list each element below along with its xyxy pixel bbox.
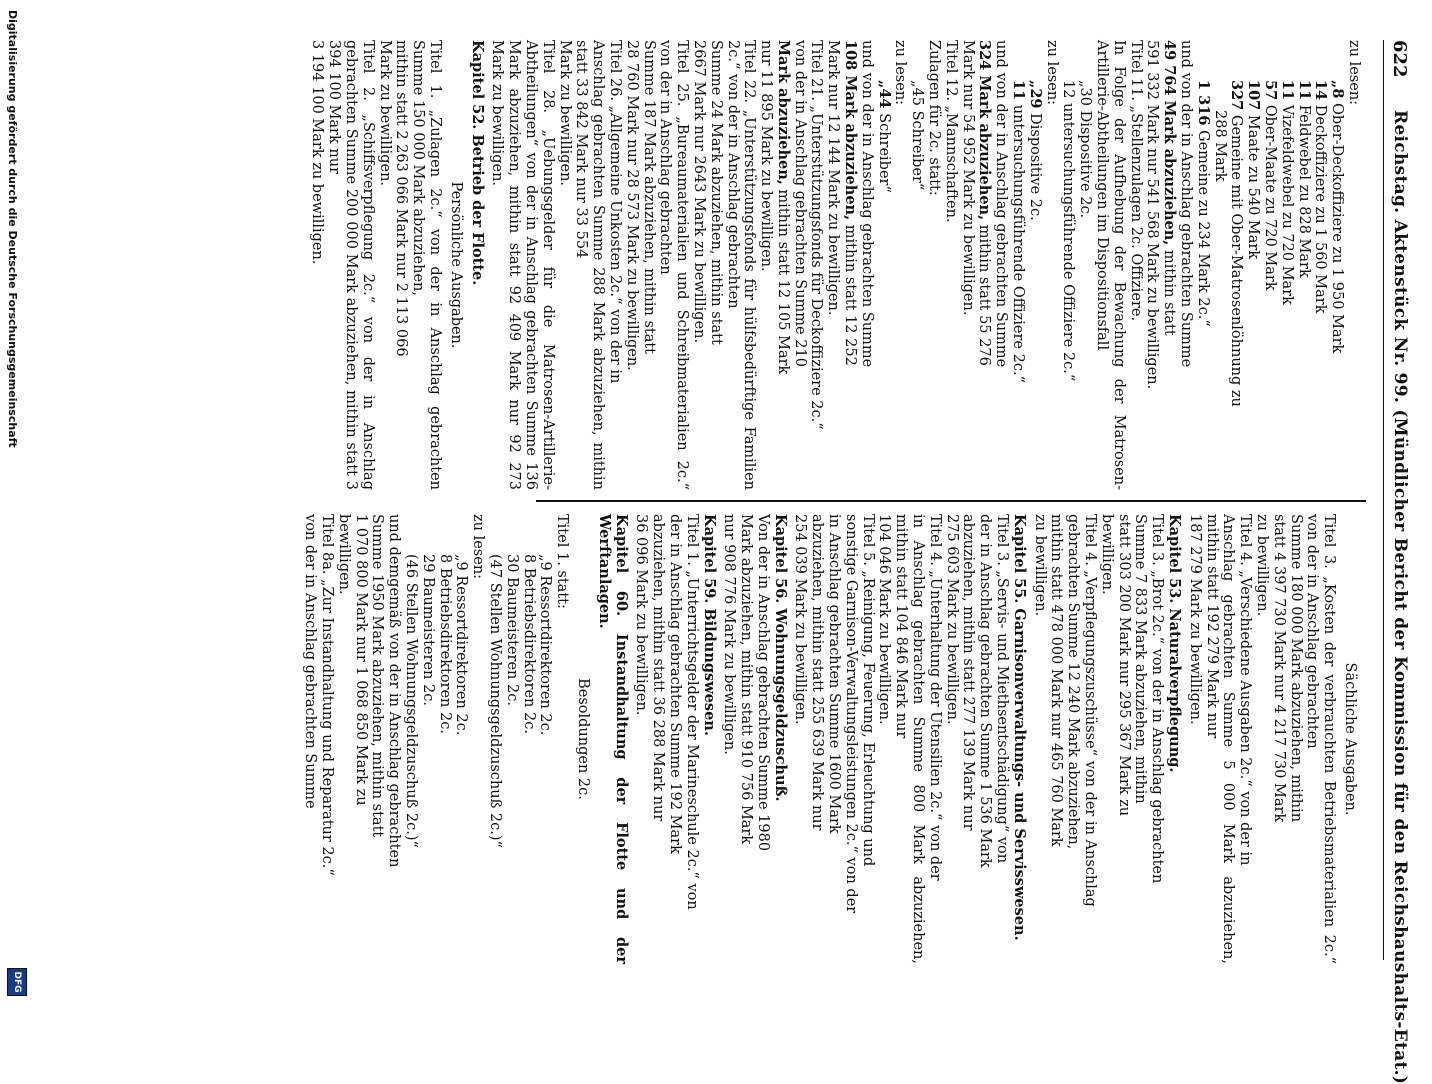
left-column-line: Mark nur 54 952 Mark zu bewilligen. xyxy=(959,40,976,316)
left-column-line xyxy=(1261,40,1278,490)
right-column-line: (46 Stellen Wohnungsgeldzuschuß 2c.)“ xyxy=(402,554,419,848)
left-column-line: und von der in Anschlag gebrachten Summe xyxy=(858,40,875,368)
right-column-line: Summe 180 000 Mark abzuziehen, mithin xyxy=(1287,514,1304,823)
right-column-line: abzuziehen, mithin statt 255 639 Mark nur xyxy=(809,514,826,831)
left-column-line: 3 194 100 Mark zu bewilligen. xyxy=(309,40,326,265)
right-column-line: Summe 1950 Mark abzuziehen, mithin statt xyxy=(369,514,386,838)
line-text: Vizefeldwebel zu 720 Mark xyxy=(1278,100,1295,305)
left-column-line: von der in Anschlag gebrachten Summe 210 xyxy=(791,40,808,367)
right-column-line: 36 096 Mark zu bewilligen. xyxy=(633,514,650,716)
left-column-line: Mark zu bewilligen. xyxy=(556,40,573,187)
right-column-line: Mark abzuziehen, mithin statt 910 756 Mark xyxy=(738,514,755,845)
bold-figure: „8 xyxy=(1329,80,1347,99)
line-text: Ober-Maate zu 720 Mark xyxy=(1262,100,1279,291)
right-column-line: von der in Anschlag gebrachten Summe xyxy=(302,514,319,809)
right-column-line: der in Anschlag gebrachten Summe 192 Mark xyxy=(666,514,683,854)
line-text: Feldwebel zu 828 Mark xyxy=(1295,100,1312,278)
right-column-line: Kapitel 55. Garnisonverwaltungs- und Servisswesen. xyxy=(1010,514,1028,941)
bold-figure: „29 xyxy=(1026,80,1044,109)
left-column-line xyxy=(976,40,993,490)
right-column-line: „9 Ressortdirektoren 2c. xyxy=(453,554,470,736)
footer-text: Digitalisierung gefördert durch die Deutsche Forschungsgemeinschaft xyxy=(6,10,20,448)
left-column-line: Anschlag gebrachten Summe 288 Mark abzuziehen, mithin statt 33 842 Mark nur 33 554 xyxy=(573,40,607,490)
left-column-line: Titel 28. „Uebungsgelder für die Matrosen-Artillerie-Abtheilungen“ von der in Anschlag gebrachten Summe 136 Mark abzuziehen, mithin statt 92 409 Mark nur 92 273 Mark zu bewilligen. xyxy=(489,40,556,490)
bold-figure: 327 xyxy=(1228,80,1246,111)
left-column-line xyxy=(1026,40,1043,490)
right-column-line: (47 Stellen Wohnungsgeldzuschuß 2c.)“ xyxy=(486,554,503,848)
bold-figure: 57 xyxy=(1262,80,1280,101)
left-column-line xyxy=(1194,40,1211,490)
right-column-line: Kapitel 56. Wohnungsgeldzuschuß. xyxy=(771,514,789,802)
digitization-footer xyxy=(2,0,24,1000)
right-column xyxy=(301,514,1362,964)
bold-figure: Mark abzuziehen, xyxy=(774,40,792,185)
left-column-line: und von der in Anschlag gebrachten Summe xyxy=(1178,40,1195,368)
right-column-line: Besoldungen 2c. xyxy=(574,678,591,800)
right-column-line: Kapitel 60. Instandhaltung der Flotte und der Werftanlagen. xyxy=(595,514,630,964)
right-column-line: abzuziehen, mithin statt 277 139 Mark nur xyxy=(960,514,977,831)
left-column-line: Titel 12. „Mannschaften. xyxy=(942,40,959,223)
right-column-line: Titel 8a. „Zur Instandhaltung und Reparatur 2c.“ xyxy=(318,514,335,876)
right-column-line: Titel 5. „Reinigung, Feuerung, Erleuchtung und xyxy=(859,514,876,867)
left-column-line: Titel 2. „Schiffsverpflegung 2c.“ von der in Anschlag gebrachten Summe 200 000 Mark abzuziehen, mithin statt 3 394 100 Mark nur xyxy=(326,40,376,490)
left-column-line: 12 untersuchungsführende Offiziere 2c.“ xyxy=(1060,80,1077,382)
left-column-line: Mark nur 12 144 Mark zu bewilligen. xyxy=(825,40,842,316)
left-column-line xyxy=(841,40,858,490)
right-column-line: „9 Ressortdirektoren 2c. xyxy=(537,554,554,736)
right-column-line: mithin statt 478 000 Mark nur 465 760 Mark xyxy=(1048,514,1065,847)
left-column-line: „45 Schreiber“ xyxy=(909,80,926,191)
bold-figure: 324 Mark abzuziehen, xyxy=(976,40,994,221)
left-column-line: Titel 11. „Stellenzulagen 2c. Offiziere. xyxy=(1127,40,1144,322)
left-column-line xyxy=(1160,40,1177,490)
dfg-logo: DFG xyxy=(7,968,27,996)
right-column-line: Kapitel 53. Naturalverpflegung. xyxy=(1166,514,1184,773)
left-column-line: Titel 21. „Unterstützungsfonds für Deckoffiziere 2c.“ xyxy=(808,40,825,430)
line-text: Gemeine zu 234 Mark 2c.“ xyxy=(1194,125,1211,327)
right-column-line: 275 603 Mark zu bewilligen. xyxy=(943,514,960,725)
line-text: Maate zu 540 Mark xyxy=(1245,110,1262,260)
page-title: Reichstag. Aktenstück Nr. 99. (Mündlicher Bericht der Kommission für den Reichshaushalts-Etat.) xyxy=(1390,110,1410,1084)
left-column-line: zu lesen: xyxy=(1043,40,1060,106)
right-column-line: 8 Betriebsdirektoren 2c. xyxy=(520,554,537,734)
left-column-line xyxy=(1278,40,1295,490)
right-column-line: 30 Baumeisteren 2c. xyxy=(503,554,520,706)
left-column-line: Summe 187 Mark abzuziehen, mithin statt xyxy=(640,40,657,355)
left-column-line: Zulagen für 2c. statt: xyxy=(926,40,943,196)
right-column-line: der in Anschlag gebrachten Summe 1 536 Mark xyxy=(977,514,994,868)
left-column-line: 2667 Mark nur 2643 Mark zu bewilligen. xyxy=(690,40,707,344)
line-text: untersuchungsführende Offiziere 2c.“ xyxy=(1010,100,1027,383)
left-column-line: Titel 22. „Unterstützungsfonds für hülfsbedürftige Familien 2c.“ von der in Anschlag gebrachten xyxy=(724,40,758,490)
right-column-line: Titel 1. „Unterrichtsgelder der Marineschule 2c.“ von xyxy=(683,514,700,910)
bold-figure: 108 Mark abzuziehen, xyxy=(842,40,860,221)
page-number: 622 xyxy=(1389,40,1410,78)
right-column-line: Summe 7 833 Mark abzuziehen, mithin xyxy=(1132,514,1149,804)
line-text: mithin statt 12 105 Mark xyxy=(774,184,791,375)
left-column-line: „30 Dispositive 2c. xyxy=(1077,80,1094,219)
right-column-line: Sächliche Ausgaben. xyxy=(1342,662,1358,816)
right-column-line: Von der in Anschlag gebrachten Summe 1980 xyxy=(754,514,771,852)
left-column-line xyxy=(1009,40,1026,490)
left-column-line xyxy=(1328,40,1345,490)
right-column-line: statt 303 200 Mark nur 295 367 Mark zu xyxy=(1115,514,1132,817)
right-column-line: 254 039 Mark zu bewilligen. xyxy=(792,514,809,725)
right-column-line: bewilligen. xyxy=(1098,514,1115,595)
right-column-line: 104 046 Mark zu bewilligen. xyxy=(876,514,893,725)
right-column-line: zu lesen: xyxy=(470,514,487,580)
left-column-line xyxy=(1312,40,1329,490)
left-column-line: und von der in Anschlag gebrachten Summe xyxy=(993,40,1010,368)
right-column-line: nur 908 776 Mark zu bewilligen. xyxy=(721,514,738,755)
left-column-line: mithin statt 2 263 066 Mark nur 2 113 066 xyxy=(393,40,410,357)
right-column-line: sonstige Garnison-Verwaltungsleistungen 2c.“ von der xyxy=(842,514,859,914)
line-text: mithin statt xyxy=(1161,245,1178,336)
page-header xyxy=(1383,40,1416,1084)
right-column-line: in Anschlag gebrachten Summe 800 Mark abzuziehen, mithin statt 104 846 Mark nur xyxy=(893,514,927,964)
bold-figure: 11 xyxy=(1278,80,1296,101)
right-column-line: 29 Baumeisteren 2c. xyxy=(419,554,436,706)
right-column-line: und demgemäß von der in Anschlag gebrachten xyxy=(386,514,403,868)
right-column-line: Anschlag gebrachten Summe 5 000 Mark abzuziehen, mithin statt 192 279 Mark nur xyxy=(1203,514,1237,964)
right-column-line: Titel 3. „Servis- und Miethsentschädigung“ von xyxy=(994,514,1011,864)
left-column-line xyxy=(1244,40,1261,490)
left-column-line: Summe 24 Mark abzuziehen, mithin statt xyxy=(707,40,724,345)
bold-figure: 14 xyxy=(1312,80,1330,101)
left-column-line xyxy=(875,40,892,490)
line-text: Deckoffiziere zu 1 560 Mark xyxy=(1312,100,1329,314)
left-column-line: nur 11 895 Mark zu bewilligen. xyxy=(758,40,775,272)
right-column-line: statt 4 397 730 Mark nur 4 217 730 Mark xyxy=(1270,514,1287,823)
line-text: Gemeine mit Ober-Matrosenlöhnung zu xyxy=(1228,110,1245,407)
left-column-line: Mark zu bewilligen. xyxy=(376,40,393,187)
left-column-line xyxy=(774,40,791,490)
left-column-line: Kapitel 52. Betrieb der Flotte. xyxy=(468,40,486,286)
left-column-line: Titel 26. „Allgemeine Unkosten 2c.“ von der in xyxy=(606,40,623,384)
left-column-line: zu lesen: xyxy=(1346,40,1362,106)
left-column-line: In Folge der Aufhebung der Bewachung der Matrosen-Artillerie-Abtheilungen im Dispositionsfall xyxy=(1094,40,1127,490)
bold-figure: 107 xyxy=(1245,80,1263,111)
right-column-line: Titel 4. „Unterhaltung der Utensilien 2c.“ von der xyxy=(926,514,943,881)
right-column-line: zu bewilligen. xyxy=(1254,514,1271,617)
right-column-line: 8 Betriebsdirektoren 2c. xyxy=(436,554,453,734)
bold-figure: 11 xyxy=(1010,80,1028,101)
right-column-line: abzuziehen, mithin statt 36 288 Mark nur xyxy=(650,514,667,822)
left-column-line: zu lesen: xyxy=(892,40,909,106)
column-divider xyxy=(536,500,1366,502)
right-column-line: zu bewilligen. xyxy=(1031,514,1048,617)
right-column-line: Titel 1. statt: xyxy=(554,514,571,609)
left-column-line xyxy=(1295,40,1312,490)
right-column-line: Titel 4. „Verschiedene Ausgaben 2c.“ von der in xyxy=(1237,514,1254,866)
left-column-line: 591 332 Mark nur 541 568 Mark zu bewilligen. xyxy=(1144,40,1161,390)
line-text: mithin statt 55 276 xyxy=(976,220,993,366)
right-column-line: gebrachten Summe 12 240 Mark abzuziehen, xyxy=(1065,514,1082,850)
left-column-line xyxy=(1228,40,1245,490)
right-column-line: in Anschlag gebrachten Summe 1600 Mark xyxy=(826,514,843,834)
right-column-line: 1 070 800 Mark nur 1 068 850 Mark zu xyxy=(352,514,369,806)
right-column-line: 187 279 Mark zu bewilligen. xyxy=(1186,514,1203,725)
left-column-line: Titel 1. „Zulagen 2c.“ von der in Anschlag gebrachten Summe 150 000 Mark abzuziehen, xyxy=(410,40,443,490)
bold-figure: 1 316 xyxy=(1194,80,1212,126)
right-column-line: Titel 3. „Brot 2c.“ von der in Anschlag gebrachten xyxy=(1149,514,1166,884)
bold-figure: 11 xyxy=(1295,80,1313,101)
line-text: mithin statt 12 252 xyxy=(842,220,859,366)
left-column-line: Persönliche Ausgaben. xyxy=(447,181,464,349)
right-column-line: Kapitel 59. Bildungswesen. xyxy=(700,514,718,736)
right-column-line: Titel 3. „Kosten der verbrauchten Betriebsmaterialien 2c.“ von der in Anschlag gebrachten xyxy=(1304,514,1338,964)
line-text: Ober-Deckoffiziere zu 1 950 Mark xyxy=(1329,98,1346,354)
line-text: Dispositive 2c. xyxy=(1026,108,1043,221)
right-column-line: Titel 4. „Verpflegungszuschüsse“ von der in Anschlag xyxy=(1082,514,1099,907)
bold-figure: 49 764 Mark abzuziehen, xyxy=(1161,40,1179,246)
left-column-line: 288 Mark xyxy=(1211,110,1228,182)
left-column-line: Titel 25. „Bureaumaterialien und Schreibmaterialien 2c.“ von der in Anschlag gebrachten xyxy=(657,40,691,490)
left-column xyxy=(309,40,1362,490)
left-column-line: 28 760 Mark nur 28 573 Mark zu bewilligen. xyxy=(623,40,640,371)
line-text: Schreiber“ xyxy=(875,108,892,193)
bold-figure: „44 xyxy=(875,80,893,109)
right-column-line: bewilligen. xyxy=(335,514,352,595)
